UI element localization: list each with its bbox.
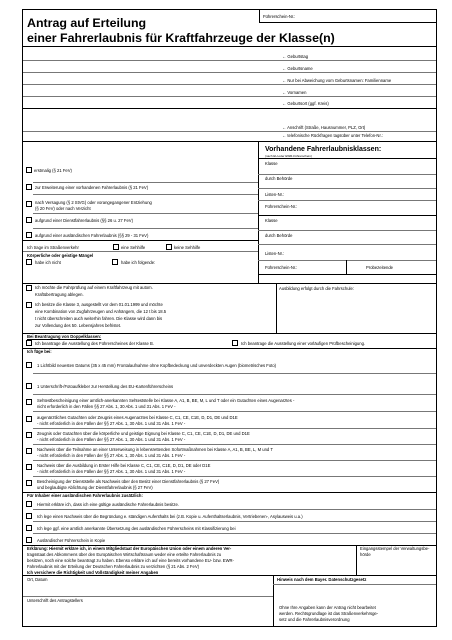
application-form [22,9,437,627]
license-number-field[interactable] [321,12,434,21]
stamp-label-line1: Eingangsstempel der Verwaltungsbe- [360,546,430,551]
after-refusal-checkbox[interactable] [26,201,32,207]
photo-checkbox[interactable] [26,362,32,368]
first-aid-course-line1: Nachweis über die Ausbildung in Erster Hilfe bei Klasse C, C1, CE, C1E, D, D1, DE oder D1E [37,463,211,468]
no-impairment-checkbox[interactable] [26,259,32,265]
extension-checkbox[interactable] [26,184,32,190]
birthplace-field[interactable] [23,97,436,108]
fitness-report-line1: Zeugnis oder Gutachten über die körperliche und geistige Eignung bei Klasse C, C1, CE, C1E, D, D1, DE und D1E [37,431,250,436]
license-no-label-2: Führerschein-Nr.: [265,265,298,270]
birthdate-field[interactable] [23,46,436,60]
impairment-label: habe ich folgende: [121,260,156,265]
birth-name-field[interactable] [23,61,436,72]
class-label-2: Klasse [265,218,278,223]
license-no-field-1[interactable] [259,201,436,215]
privacy-line1: Ohne Ihre Angaben kann der Antrag nicht bearbeitet [279,605,376,610]
foreign-valid-checkbox[interactable] [26,501,32,507]
class-field-1[interactable] [259,159,436,174]
birthplace-label: ← Geburtsort (ggf. Kreis) [282,101,329,106]
license-no-label-1: Führerschein-Nr.: [265,204,298,209]
eye-test-line1: Sehtestbescheinigung einer amtlich-anerkannten Sehteststelle bei Klasse A, A1, B, BE, M, L und T oder ein Gutachten eines Augenarztes - [37,398,295,403]
after-refusal-label-1: nach Versagung (§ 2 StVG) oder vorangegangener Entziehung [35,200,152,205]
list-no-field-2[interactable] [259,245,436,260]
eye-test-line2: nicht erforderlich in den Fällen §§ 27 Abs. 1, 30 Abs. 1 und 31 Abs. 1 FeV - [37,404,176,409]
service-license-checkbox[interactable] [26,217,32,223]
address-field[interactable] [23,109,436,131]
declaration-line4: Fahrerlaubnis mit der Erteilung der Deutschen Fahrerlaubnis zu verzichten (§ 21 Abs. 2 FeV) [27,564,200,569]
service-certificate-checkbox[interactable] [26,480,32,486]
no-impairment-label: habe ich nicht [35,260,61,265]
eye-report-line2: - nicht erforderlich in den Fällen der §§ 27 Abs. 1, 30 Abs. 1 und 31 Abs. 1 FeV - [37,421,186,426]
first-time-checkbox[interactable] [26,167,32,173]
translation-label: Ich lege ggf. eine amtlich anerkannte Übersetzung des ausländischen Führerscheins mit Klassifizierung bei [37,526,236,531]
automatic-transmission-line2: Kraftübertragung ablegen. [35,292,84,297]
list-no-label-2: Listen-Nr.: [265,251,285,256]
residence-proof-checkbox[interactable] [26,513,32,519]
eye-test-checkbox[interactable] [26,399,32,405]
class3-checkbox[interactable] [26,302,32,308]
place-date-label: Ort, Datum [27,577,48,582]
driving-school-label: Ausbildung erfolgt durch die Fahrschule: [279,286,354,291]
extension-label: zur Erweiterung einer vorhandenen Fahrerlaubnis (§ 21 FeV) [35,185,149,190]
existing-classes-subtitle: (nach EU-oder EWR-Führerschein) [265,154,312,158]
signature-field[interactable] [25,604,271,626]
foreign-license-checkbox[interactable] [26,232,32,238]
first-aid-course-line2: - nicht erforderlich in den Fällen der §§ 27 Abs. 1, 30 Abs. 1 und 31 Abs. 1 FeV - [37,469,186,474]
privacy-line2: werden. Rechtsgrundlage ist das Straßenverkehrsge- [279,611,379,616]
glasses-no-checkbox[interactable] [166,244,172,250]
fitness-report-checkbox[interactable] [26,432,32,438]
family-name-label: ← Nur bei Abweichung vom Geburtsnamen: Familienname [282,78,392,83]
privacy-line3: setz und die Fahrerlaubnisverordnung [279,617,350,622]
after-refusal-label-2: (§ 20 FeV) oder nach Verzicht [35,206,91,211]
phone-label: ← telefonische Rückfragen tagsüber unter Telefon-Nr.: [282,133,383,138]
authority-field-1[interactable] [259,175,436,188]
first-aid-training-line2: - nicht erforderlich in den Fällen der §§ 27 Abs. 1, 30 Abs. 1 und 31 Abs. 1 FeV - [37,453,186,458]
class3-line4: zur Vollendung des 50. Lebensjahres befristet. [35,323,122,328]
declaration-line5: Ich versichere die Richtigkeit und Vollständigkeit meiner Angaben [27,570,159,575]
glasses-yes-checkbox[interactable] [113,244,119,250]
residence-proof-label: Ich lege einen Nachweis über die Begründung e. ständigen Aufenthalts bei (z.B. Kopie u. Aufenthaltserlaubnis, Vertriebenen-, Asylausweis u.a.) [37,514,303,519]
class-field-2[interactable] [259,216,436,230]
class-label-1: Klasse [265,161,278,166]
double-classes-title: Bei Beantragung von Doppelklassen: [27,334,102,339]
authority-field-2[interactable] [259,231,436,244]
place-date-field[interactable] [25,583,271,595]
provisional-certificate-checkbox[interactable] [232,340,238,346]
birthdate-label: ← Geburtstag [282,54,309,59]
declaration-line2: tragsstaat des Abkommens über den Europäischen Wirtschaftsraum weder eine erteilte Fahrerlaubnis zu [27,552,222,557]
service-certificate-line1: Bescheinigung der Dienststelle als Nachweis über den Besitz einer Dienstfahrerlaubnis (§ 27 FeV) [37,479,220,484]
form-title-line2: einer Fahrerlaubnis für Kraftfahrzeuge der Klasse(n) [27,31,335,45]
address-label: ← Anschrift (Straße, Hausnummer, PLZ, Ort) [282,125,366,130]
class3-line3: t nicht überschreiten auch weiterhin fahren. Die Klasse wird dann bis [35,316,163,321]
birth-name-label: ← Geburtsname [282,66,313,71]
automatic-transmission-line1: Ich möchte die Fahrprüfung auf einem Kraftfahrzeug mit autom. [35,285,153,290]
list-no-field-1[interactable] [259,189,436,200]
stamp-label-line2: hörde [360,552,371,557]
class3-line1: Ich besitze die Klasse 3, ausgestellt vor dem 01.01.1999 und möchte [35,302,163,307]
signature-sticker-label: 1 Unterschrift-/Fotoaufkleber zur Herstellung des EU-Kartenführerscheins [37,384,174,389]
license-number-label: Führerschein-Nr.: [263,14,296,19]
foreign-section-title: Für Inhaber einer ausländischen Fahrerlaubnis zusätzlich: [27,493,143,498]
impairment-details-field[interactable] [173,258,257,282]
existing-classes-title: Vorhandene Fahrerlaubnisklassen: [265,146,382,153]
first-time-label: erstmalig (§ 21 FeV) [34,168,72,173]
class3-line2: eine Kombination von Zugfahrzeugen und Anhängern, die 12 t bis 18.5 [35,309,167,314]
first-names-label: ← Vornamen [282,90,307,95]
signature-label: Unterschrift des Antragstellers [27,598,83,603]
service-license-label: aufgrund einer Dienstfahrerlaubnis (§§ 26 u. 27 FeV) [35,218,133,223]
automatic-transmission-checkbox[interactable] [26,285,32,291]
eye-report-line1: augenärztliches Gutachten oder Zeugnis eines Augenarztes bei Klasse C, C1, CE, C1E, D, D1, DE und D1E [37,415,238,420]
photo-label: 1 Lichtbild neuesten Datums (35 x 45 mm) Frontalaufnahme ohne Kopfbedeckung und unverdeckten Augen (biometrisches Foto) [37,363,277,368]
impairment-checkbox[interactable] [112,259,118,265]
impairments-title: Körperliche oder geistige Mängel [27,253,94,258]
first-aid-course-checkbox[interactable] [26,464,32,470]
personal-data-section [23,46,436,141]
attachments-title: Ich füge bei: [27,349,52,354]
foreign-valid-label: Hiermit erkläre ich, dass ich eine gültige ausländische Fahrerlaubnis besitze. [37,502,179,507]
foreign-copy-label: Ausländischer Führerschein in Kopie [37,538,106,543]
first-aid-training-checkbox[interactable] [26,448,32,454]
probation-end-label: Probezeitende [366,265,394,270]
fitness-report-line2: - nicht erforderlich in den Fällen der §§ 27 Abs. 1, 30 Abs. 1 und 31 Abs. 1 FeV - [37,437,186,442]
probation-end-field[interactable] [347,261,436,274]
foreign-copy-checkbox[interactable] [26,537,32,543]
form-title-line1: Antrag auf Erteilung [27,16,147,30]
privacy-title: Hinweis nach dem Bayer. Datenschutzgesetz [277,577,367,582]
glasses-prefix: Ich trage im Straßenverkehr [27,245,79,250]
glasses-yes-label: eine Sehhilfe [121,245,146,250]
glasses-no-label: keine Sehhilfe [174,245,201,250]
eye-report-checkbox[interactable] [26,416,32,422]
first-names-field[interactable] [23,85,436,96]
declaration-line3: besitzen, noch eine solche beantragt zu haben. Ebenso erkläre ich auf eine bereits vorhandene EU- bzw. EWR- [27,558,234,563]
authority-label-2: durch Behörde [265,233,293,238]
foreign-license-label: aufgrund einer ausländischen Fahrerlaubnis (§§ 29 - 31 FeV) [35,233,149,238]
signature-sticker-checkbox[interactable] [26,383,32,389]
authority-label-1: durch Behörde [265,176,293,181]
driving-school-field[interactable] [278,292,435,332]
translation-checkbox[interactable] [26,525,32,531]
list-no-label-1: Listen-Nr.: [265,192,285,197]
license-no-field-2[interactable] [259,261,345,274]
declaration-line1: Erklärung: Hiermit erkläre ich, in einem Mitgliedstaat der Europäischen Union oder einem anderen Ver- [27,546,232,551]
double-class-b-checkbox[interactable] [26,340,32,346]
service-certificate-line2: und beglaubigte Ablichtung der Dienstfahrerlaubnis (§ 27 FeV) [37,485,153,490]
first-aid-training-line1: Nachweis über die Teilnahme an einer Unterweisung in lebensrettenden Sofortmaßnahmen bei Klasse A, A1, B, BE, L, M und T [37,447,273,452]
double-class-b-label: Ich beantrage die Ausstellung des Führerscheines der Klasse B. [35,341,154,346]
provisional-certificate-label: Ich beantrage die Ausstellung einer vorläufigen Prüfbescheinigung. [241,341,366,346]
